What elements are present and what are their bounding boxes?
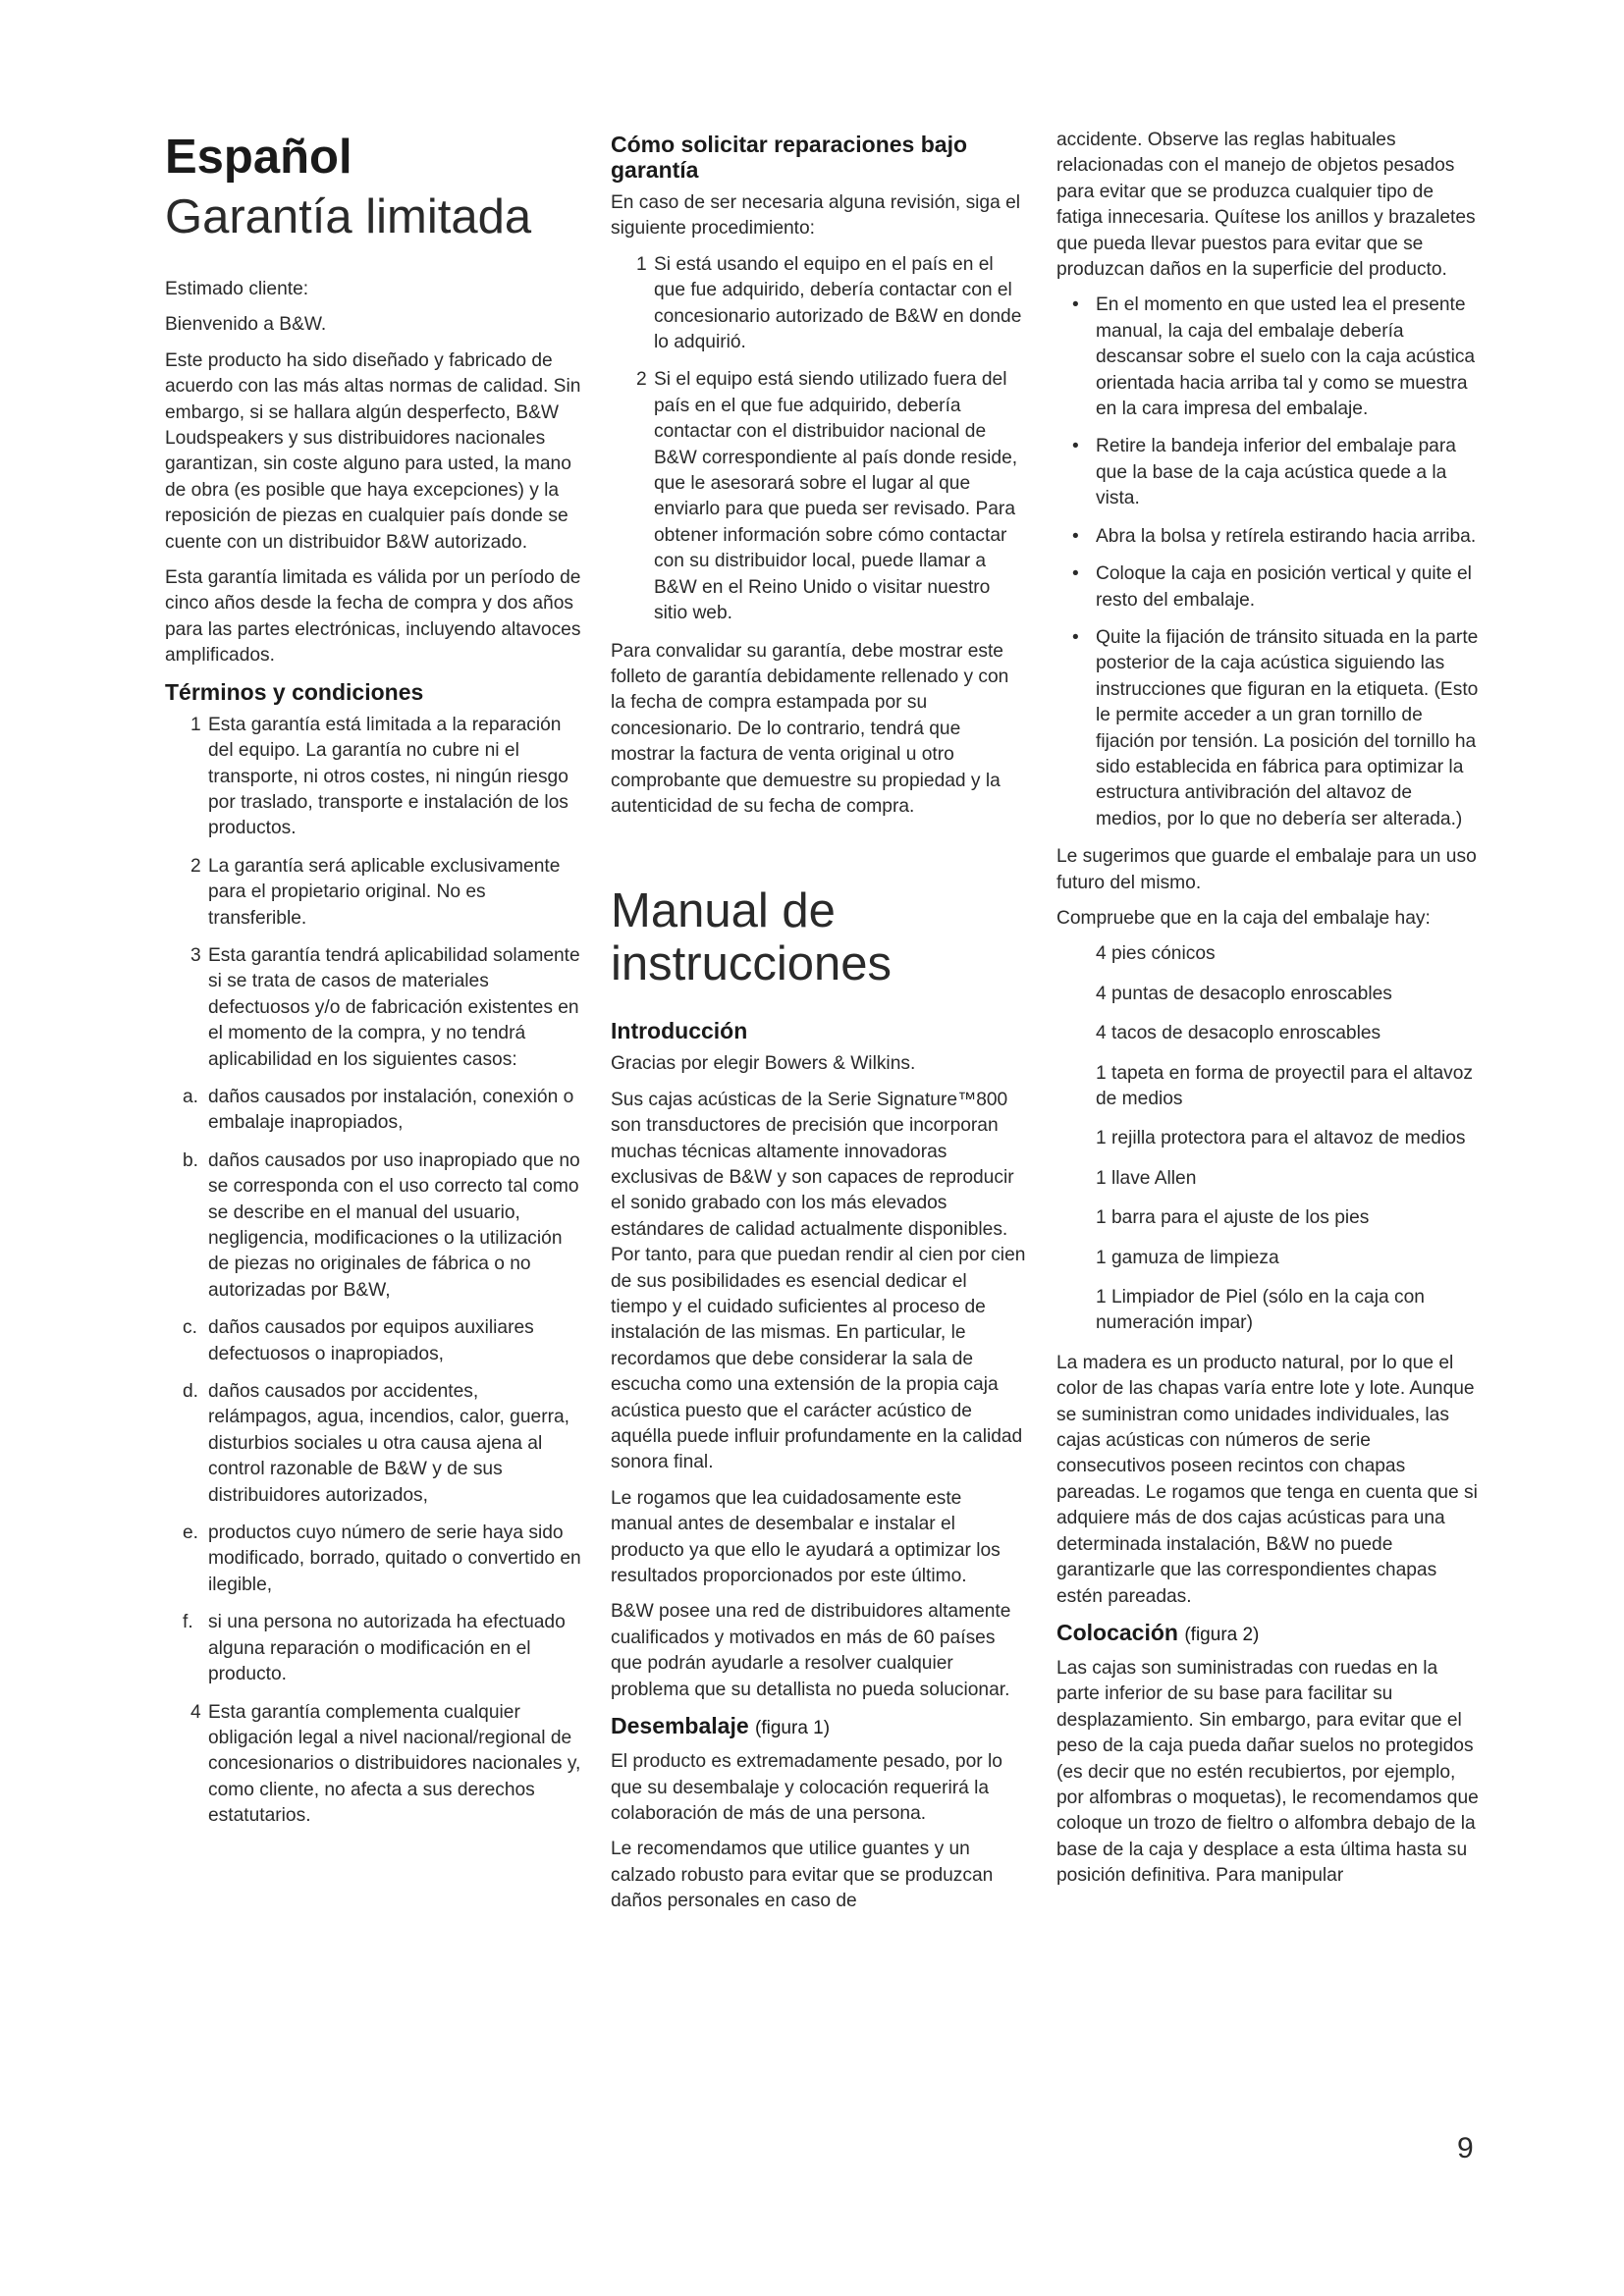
terms-list-continued: [165, 1700, 587, 1830]
column-unpacking-placement: [1056, 128, 1479, 1899]
case-letter: e.: [183, 1522, 199, 1544]
term-text: Esta garantía tendrá aplicabilidad solamente si se trata de casos de materiales defectuosos y/o de fabricación existentes en el momento de la compra, y no tendrá aplicabilidad en los siguientes casos:: [208, 944, 580, 1070]
case-letter: d.: [183, 1381, 199, 1403]
box-content-item: 4 tacos de desacoplo enroscables: [1096, 1023, 1381, 1044]
bullet-dot-icon: •: [1072, 525, 1079, 547]
step-text: Si está usando el equipo en el país en el que fue adquirido, debería contactar con el concesionario autorizado de B&W en donde lo adquirió.: [654, 253, 1022, 353]
language-title: Español: [165, 131, 352, 184]
validate-paragraph: Para convalidar su garantía, debe mostrar este folleto de garantía debidamente rellenado y con la fecha de compra estampada por su concesionario. De lo contrario, tendrá que mostrar la factura de venta original u otro comprobante que demuestre su propiedad y la autenticidad de su fecha de compra.: [611, 640, 1009, 817]
case-item: [165, 1148, 587, 1304]
case-text: daños causados por equipos auxiliares defectuosos o inapropiados,: [208, 1317, 534, 1364]
term-text: Esta garantía complementa cualquier obligación legal a nivel nacional/regional de concesionarios o distribuidores nacionales y, como cliente, no afecta a sus derechos estatutarios.: [208, 1701, 581, 1827]
bullet-text: En el momento en que usted lea el presente manual, la caja del embalaje debería descansar sobre el suelo con la caja acústica orientada hacia arriba tal y como se muestra en la cara impresa del embalaje.: [1096, 294, 1476, 420]
box-content-item: 4 pies cónicos: [1096, 943, 1216, 965]
box-content-item: 1 tapeta en forma de proyectil para el altavoz de medios: [1096, 1062, 1473, 1109]
repairs-steps: [611, 252, 1027, 627]
term-item: [165, 713, 587, 842]
term-item: [165, 854, 587, 932]
case-text: si una persona no autorizada ha efectuado alguna reparación o modificación en el producto.: [208, 1612, 566, 1685]
intro-p1: Gracias por elegir Bowers & Wilkins.: [611, 1053, 916, 1075]
bullet-item: [1056, 293, 1479, 422]
case-text: daños causados por instalación, conexión o embalaje inapropiados,: [208, 1086, 574, 1134]
bullet-text: Coloque la caja en posición vertical y quite el resto del embalaje.: [1096, 563, 1472, 611]
bullet-item: [1056, 434, 1479, 511]
repairs-heading: Cómo solicitar reparaciones bajo garantía: [611, 132, 968, 183]
column-warranty: [165, 128, 587, 1842]
intro-paragraph: Este producto ha sido diseñado y fabricado de acuerdo con las más altas normas de calidad. Sin embargo, si se hallara algún desperfecto, B&W Loudspeakers y sus distribuidores nacionales garantizan, sin coste alguno para usted, la mano de obra (es posible que haya excepciones) y la reposición de piezas en cualquier país donde se cuente con un distribuidor B&W autorizado.: [165, 349, 581, 553]
repair-step: [611, 252, 1027, 356]
bullet-item: [1056, 524, 1479, 550]
intro-heading: Introducción: [611, 1018, 748, 1044]
terms-list: [165, 713, 587, 1073]
case-letter: a.: [183, 1086, 199, 1107]
term-item: [165, 943, 587, 1073]
case-item: [165, 1610, 587, 1687]
term-number: 3: [190, 944, 201, 966]
case-item: [165, 1085, 587, 1137]
greeting: Estimado cliente:: [165, 279, 309, 299]
wood-paragraph: La madera es un producto natural, por lo que el color de las chapas varía entre lote y lote. Aunque se suministran como unidades individuales, las cajas acústicas con números de serie consecutivos poseen recintos con chapas pareadas. Le rogamos que tenga en cuenta que si adquiere más de dos cajas acústicas para una determinada instalación, B&W no puede garantizarle que las correspondientes chapas estén pareadas.: [1056, 1352, 1478, 1607]
manual-title-line1: Manual de: [611, 884, 836, 938]
terms-heading: Términos y condiciones: [165, 678, 424, 705]
case-item: [165, 1315, 587, 1367]
case-text: daños causados por accidentes, relámpagos, agua, incendios, calor, guerra, disturbios sociales u otra causa ajena al control razonable de B&W y de sus distribuidores autorizados,: [208, 1381, 569, 1506]
manual-title: [611, 884, 1027, 990]
term-item: [165, 1700, 587, 1830]
cases-list: [165, 1085, 587, 1688]
bullet-item: [1056, 561, 1479, 614]
box-content-item: 4 puntas de desacoplo enroscables: [1096, 983, 1392, 1004]
term-text: La garantía será aplicable exclusivamente para el propietario original. No es transferible.: [208, 855, 561, 929]
box-content-item: 1 Limpiador de Piel (sólo en la caja con numeración impar): [1096, 1287, 1425, 1334]
box-contents-list: [1056, 941, 1479, 1336]
box-content-item: 1 rejilla protectora para el altavoz de medios: [1096, 1128, 1466, 1149]
repairs-intro: En caso de ser necesaria alguna revisión, siga el siguiente procedimiento:: [611, 192, 1021, 240]
unpack-bullets: [1056, 293, 1479, 832]
placement-heading: [1056, 1620, 1479, 1648]
term-text: Esta garantía está limitada a la reparación del equipo. La garantía no cubre ni el transporte, ni otros costes, ni ningún riesgo por traslado, transporte e instalación de los productos.: [208, 714, 568, 839]
warranty-title: Garantía limitada: [165, 190, 532, 243]
intro-p3: Le rogamos que lea cuidadosamente este manual antes de desembalar e instalar el producto ya que ello le ayudará a optimizar los resultados proporcionados por este último.: [611, 1487, 1001, 1587]
unpack-heading-text: Desembalaje: [611, 1713, 749, 1739]
box-content-item: 1 gamuza de limpieza: [1096, 1247, 1279, 1268]
bullet-text: Quite la fijación de tránsito situada en la parte posterior de la caja acústica siguiendo las instrucciones que figuran en la etiqueta. (Esto le permite acceder a un gran tornillo de fijación por tensión. La posición del tornillo ha sido establecida en fábrica para optimizar la estructura antivibración del altavoz de medios, por lo que no debería ser alterada.): [1096, 626, 1479, 829]
unpack-heading: [611, 1713, 1027, 1741]
term-number: 4: [190, 1701, 201, 1723]
step-number: 2: [636, 369, 647, 391]
unpack-figure-ref: (figura 1): [755, 1718, 831, 1739]
keep-packaging: Le sugerimos que guarde el embalaje para un uso futuro del mismo.: [1056, 846, 1477, 893]
case-letter: b.: [183, 1149, 199, 1171]
continued-paragraph: accidente. Observe las reglas habituales relacionadas con el manejo de objetos pesados para evitar que se produzca cualquier tipo de fatiga innecesaria. Quítese los anillos y brazaletes que pueda llevar puestos para evitar que se produzcan daños en la superficie del producto.: [1056, 130, 1476, 281]
validity-paragraph: Esta garantía limitada es válida por un período de cinco años desde la fecha de compra y dos años para las partes electrónicas, incluyendo altavoces amplificados.: [165, 567, 581, 667]
case-letter: c.: [183, 1317, 197, 1339]
bullet-dot-icon: •: [1072, 626, 1079, 648]
manual-title-line2: instrucciones: [611, 937, 892, 991]
bullet-item: [1056, 625, 1479, 832]
repair-step: [611, 367, 1027, 626]
bullet-text: Retire la bandeja inferior del embalaje para que la base de la caja acústica quede a la vista.: [1096, 436, 1456, 509]
page-number: 9: [1457, 2132, 1474, 2164]
box-content-item: 1 llave Allen: [1096, 1167, 1197, 1189]
bullet-dot-icon: •: [1072, 563, 1079, 585]
placement-figure-ref: (figura 2): [1184, 1624, 1260, 1645]
case-text: daños causados por uso inapropiado que no se corresponda con el uso correcto tal como se describe en el manual del usuario, negligencia, modificaciones o la utilización de piezas no originales de fábrica o no autorizadas por B&W,: [208, 1149, 580, 1301]
term-number: 2: [190, 855, 201, 877]
intro-p2: Sus cajas acústicas de la Serie Signature™800 son transductores de precisión que incorporan muchas técnicas altamente innovadoras exclusivas de B&W y son capaces de reproducir el sonido grabado con los más elevados estándares de calidad actualmente disponibles. Por tanto, para que puedan rendir al cien por cien de sus posibilidades es esencial dedicar el tiempo y el cuidado suficientes al proceso de instalación de las mismas. En particular, le recordamos que debe considerar la sala de escucha como una extensión de la propia caja acústica puesto que el carácter acústico de aquélla puede influir profundamente en la calidad sonora final.: [611, 1089, 1026, 1473]
intro-p4: B&W posee una red de distribuidores altamente cualificados y motivados en más de 60 países que podrán ayudarle a resolver cualquier problema que su detallista no pueda solucionar.: [611, 1601, 1011, 1700]
unpack-p1: El producto es extremadamente pesado, por lo que su desembalaje y colocación requerirá la colaboración de más de una persona.: [611, 1751, 1002, 1824]
placement-paragraph: Las cajas son suministradas con ruedas en la parte inferior de su base para facilitar su desplazamiento. Sin embargo, para evitar que el peso de la caja pueda dañar suelos no protegidos (es decir que no estén recubiertos, por ejemplo, por alfombras o moquetas), le recomendamos que coloque un trozo de fieltro o alfombra debajo de la base de la caja y desplace a esta última hasta su posición definitiva. Para manipular: [1056, 1657, 1479, 1887]
term-number: 1: [190, 714, 201, 735]
bullet-dot-icon: •: [1072, 294, 1079, 316]
step-number: 1: [636, 253, 647, 275]
case-text: productos cuyo número de serie haya sido modificado, borrado, quitado o convertido en ilegible,: [208, 1522, 581, 1595]
box-content-item: 1 barra para el ajuste de los pies: [1096, 1207, 1370, 1229]
case-item: [165, 1521, 587, 1598]
bullet-text: Abra la bolsa y retírela estirando hacia arriba.: [1096, 525, 1477, 547]
welcome: Bienvenido a B&W.: [165, 314, 327, 336]
column-repairs-manual: [611, 128, 1027, 1925]
bullet-dot-icon: •: [1072, 436, 1079, 457]
unpack-p2: Le recomendamos que utilice guantes y un calzado robusto para evitar que se produzcan daños personales en caso de: [611, 1839, 994, 1912]
check-box-contents: Compruebe que en la caja del embalaje hay:: [1056, 907, 1431, 929]
step-text: Si el equipo está siendo utilizado fuera del país en el que fue adquirido, debería contactar con el distribuidor nacional de B&W correspondiente al país donde reside, que le asesorará sobre el lugar al que enviarlo para que pueda ser revisado. Para obtener información sobre cómo contactar con su distribuidor local, puede llamar a B&W en el Reino Unido o visitar nuestro sitio web.: [654, 369, 1018, 624]
case-item: [165, 1379, 587, 1509]
placement-heading-text: Colocación: [1056, 1619, 1178, 1645]
case-letter: f.: [183, 1612, 193, 1633]
